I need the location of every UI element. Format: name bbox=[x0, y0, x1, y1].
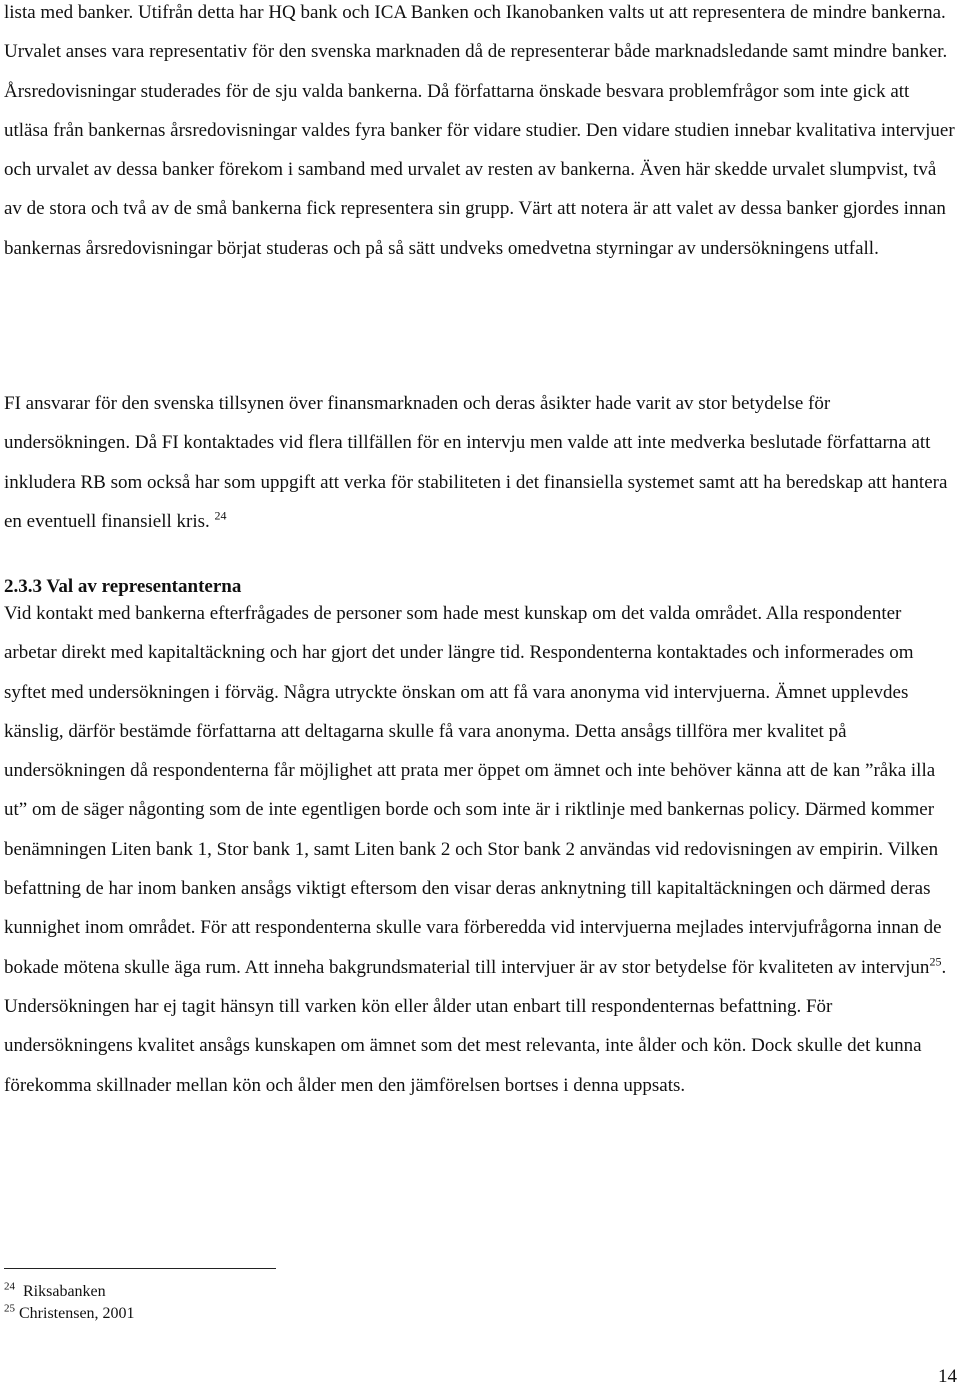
footnote-number: 25 bbox=[4, 1302, 15, 1315]
footnote bbox=[4, 1282, 106, 1302]
paragraph-text: FI ansvarar för den svenska tillsynen över finansmarknaden och deras åsikter hade varit av stor betydelse för undersökningen. Då FI kontaktades vid flera tillfällen för en intervju men valde att inte medverka beslutade författarna att inkludera RB som också har som uppgift att verka för stabiliteten i det finansiella systemet samt att ha beredskap att hantera en eventuell finansiell kris. bbox=[4, 393, 948, 532]
footnote-separator bbox=[4, 1268, 276, 1269]
body-paragraph bbox=[4, 0, 956, 268]
footnote-text: Riksabanken bbox=[23, 1283, 106, 1300]
body-paragraph bbox=[4, 384, 956, 541]
section-number: 2.3.3 bbox=[4, 576, 42, 597]
footnote bbox=[4, 1304, 135, 1324]
footnote-reference: 25 bbox=[929, 954, 942, 969]
paragraph-text-continued: . Undersökningen har ej tagit hänsyn till varken kön eller ålder utan enbart till respondenternas befattning. För undersökningens kvalitet ansågs kunskapen om ämnet som det mest relevanta, inte ålder och kön. Dock skulle det kunna förekomma skillnader mellan kön och ålder men den jämförelsen bortses i denna uppsats. bbox=[4, 956, 947, 1096]
page-number: 14 bbox=[938, 1366, 957, 1387]
footnote-text: Christensen, 2001 bbox=[19, 1305, 135, 1322]
paragraph-text: lista med banker. Utifrån detta har HQ bank och ICA Banken och Ikanobanken valts ut att representera de mindre bankerna. Urvalet anses vara representativ för den svenska marknaden då de representerar både marknadsledande samt mindre banker. Årsredovisningar studerades för de sju valda bankerna. Då författarna önskade besvara problemfrågor som inte gick att utläsa från bankernas årsredovisningar valdes fyra banker för vidare studier. Den vidare studien innebar kvalitativa intervjuer och urvalet av dessa banker förekom i samband med urvalet av resten av bankerna. Även här skedde urvalet slumpvist, två av de stora och två av de små bankerna fick representera sin grupp. Värt att notera är att valet av dessa banker gjordes innan bankernas årsredovisningar börjat studeras och på så sätt undveks omedvetna styrningar av undersökningens utfall. bbox=[4, 2, 955, 259]
paragraph-text: Vid kontakt med bankerna efterfrågades de personer som hade mest kunskap om det valda området. Alla respondenter arbetar direkt med kapitaltäckning och har gjort det under längre tid. Respondenterna kontaktades och informerades om syftet med undersökningen i förväg. Några utryckte önskan om att få vara anonyma vid intervjuerna. Ämnet upplevdes känslig, därför bestämde författarna att deltagarna skulle få vara anonyma. Detta ansågs tillföra mer kvalitet på undersökningen då respondenterna får möjlighet att prata mer öppet om ämnet och inte behöver känna att de kan ”råka illa ut” om de säger någonting som de inte egentligen borde och som inte är i riktlinje med bankernas policy. Därmed kommer benämningen Liten bank 1, Stor bank 1, samt Liten bank 2 och Stor bank 2 användas vid redovisningen av empirin. Vilken befattning de har inom banken ansågs viktigt eftersom den visar deras anknytning till kapitaltäckningen och därmed deras kunnighet inom området. För att respondenterna skulle vara förberedda vid intervjuerna mejlades intervjufrågorna innan de bokade mötena skulle äga rum. Att inneha bakgrundsmaterial till intervjuer är av stor betydelse för kvaliteten av intervjun bbox=[4, 603, 942, 978]
body-paragraph bbox=[4, 594, 956, 1105]
footnote-number: 24 bbox=[4, 1280, 15, 1293]
section-title: Val av representanterna bbox=[46, 576, 242, 597]
footnote-reference: 24 bbox=[214, 508, 227, 523]
